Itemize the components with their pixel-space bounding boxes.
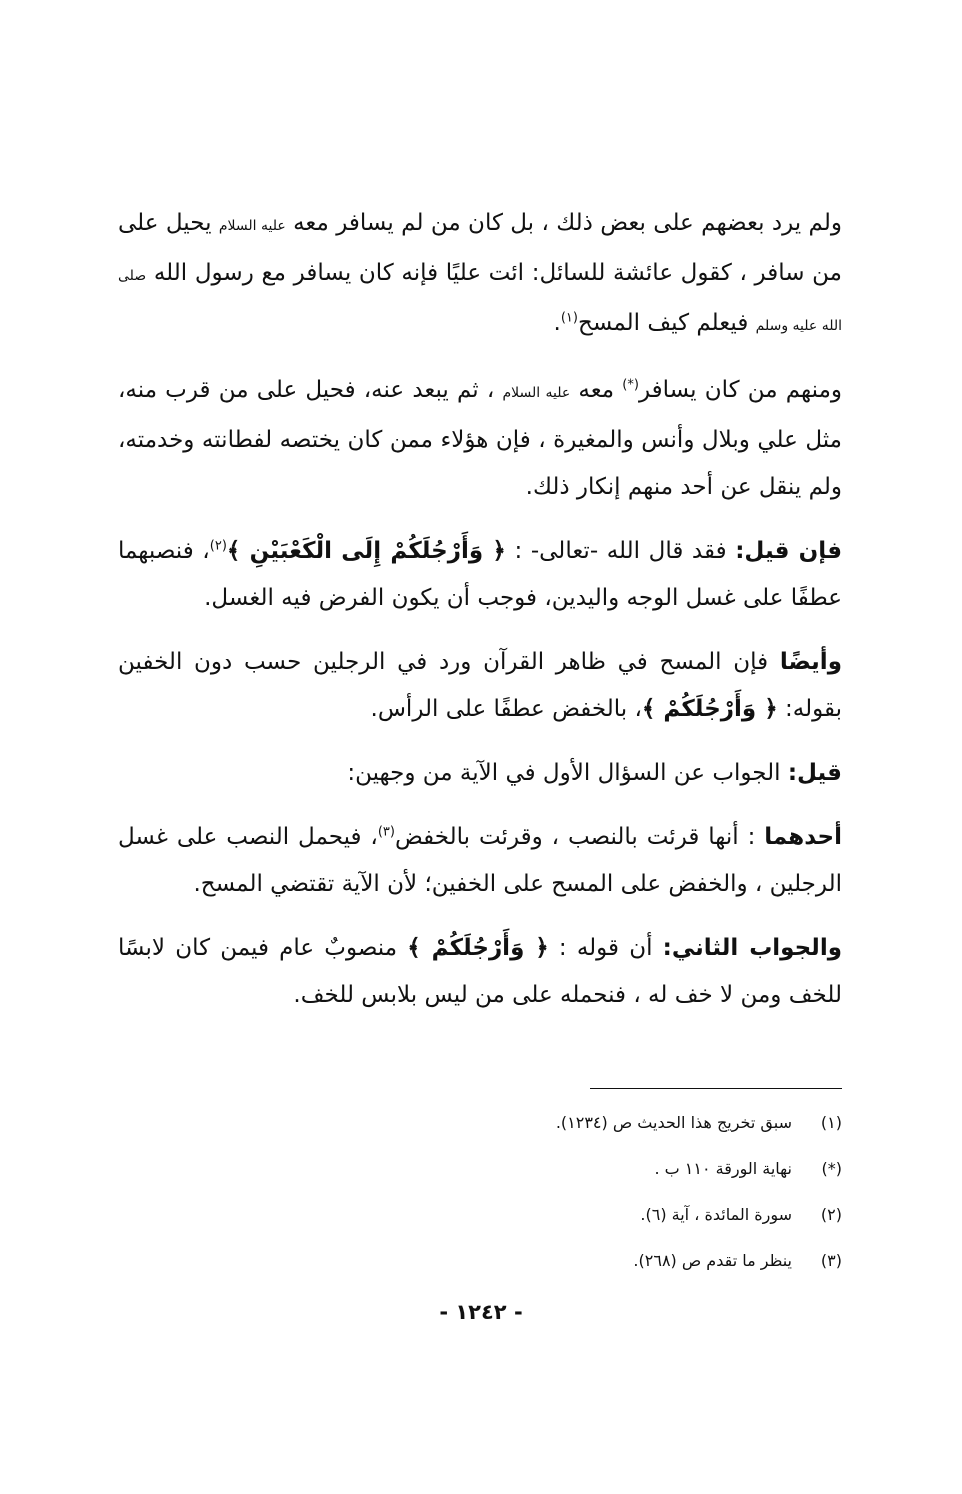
quran-verse: ﴿ وَأَرْجُلَكُمْ ﴾ [407,935,549,961]
footnote-text: ينظر ما تقدم ص (٢٦٨). [633,1251,792,1270]
paragraph-lead: فإن قيل: [735,538,843,564]
footnote-number: (٣) [820,1251,842,1270]
footnote-ref: (*) [622,377,639,393]
paragraph-lead: والجواب الثاني: [662,935,842,961]
text-run: أن قوله : [548,935,663,961]
text-run: معه [570,377,623,403]
quran-verse: ﴿ وَأَرْجُلَكُمْ إِلَى الْكَعْبَيْنِ ﴾ [226,538,506,564]
footnote-ref: (٣) [377,824,395,840]
footnote [118,1157,842,1181]
footnote-ref: (١) [560,310,578,326]
footnotes [118,1088,842,1295]
honorific: عليه السلام [218,218,286,234]
paragraph [118,750,842,797]
text-run: ، بالخفض عطفًا على الرأس. [370,696,642,722]
text-run: فيعلم كيف المسح [577,310,756,336]
page-body [118,200,842,1480]
footnote-text: سورة المائدة ، آية (٦). [640,1205,792,1224]
honorific: صلى الله عليه وسلم [118,268,842,334]
footnote [118,1203,842,1227]
quran-verse: ﴿ وَأَرْجُلَكُمْ ﴾ [641,696,778,722]
text-run: ، ثم يبعد عنه، فحيل على من قرب منه، مثل علي وبلال وأنس والمغيرة ، فإن هؤلاء ممن كان يختصه لفطانته وخدمته، ولم ينقل عن أحد منهم إنكار ذلك. [118,377,842,500]
text-run: منصوبٌ عام فيمن كان لابسًا للخف ومن لا خف له ، فنحمله على من ليس بلابس للخف. [118,935,842,1008]
text-run: الجواب عن السؤال الأول في الآية من وجهين: [347,760,788,786]
paragraph-lead: أحدهما [764,824,842,850]
paragraph [118,200,842,350]
text-run: ، فيحمل النصب على غسل الرجلين ، والخفض على المسح على الخفين؛ لأن الآية تقتضي المسح. [118,824,842,897]
text-run: يحيل على من سافر ، كقول عائشة للسائل: ائت عليًا فإنه كان يسافر مع رسول الله [118,210,842,286]
page-number: - ١٢٤٢ - [439,1300,523,1324]
text-run: : أنها قرئت بالنصب ، وقرئت بالخفض [394,824,765,850]
footnote-number: (١) [820,1113,842,1132]
text-run: ومنهم من كان يسافر [638,377,843,403]
footnote-text: سبق تخريج هذا الحديث ص (١٢٣٤). [555,1113,792,1132]
paragraph [118,814,842,908]
footnote-number: (٢) [820,1205,842,1224]
text-run: . [553,310,561,336]
paragraph [118,639,842,733]
honorific: عليه السلام [502,385,571,401]
footnote-separator [590,1088,842,1089]
paragraph [118,528,842,622]
paragraph-lead: قيل: [787,760,842,786]
paragraph-lead: وأيضًا [779,649,842,675]
paragraph [118,925,842,1019]
footnote-number: (*) [821,1159,842,1178]
footnote-text: نهاية الورقة ١١٠ ب . [654,1159,792,1178]
text-run: ، فنصبهما عطفًا على غسل الوجه واليدين، فوجب أن يكون الفرض فيه الغسل. [118,538,842,611]
footnote [118,1111,842,1135]
paragraph [118,367,842,511]
text-run: ولم يرد بعضهم على بعض ذلك ، بل كان من لم يسافر معه [285,210,842,236]
footnote-ref: (٢) [209,538,227,554]
footnote [118,1249,842,1273]
main-text [118,200,842,1019]
text-run: فقد قال الله -تعالى- : [505,538,736,564]
text-run: فإن المسح في ظاهر القرآن ورد في الرجلين حسب دون الخفين بقوله: [118,649,842,722]
